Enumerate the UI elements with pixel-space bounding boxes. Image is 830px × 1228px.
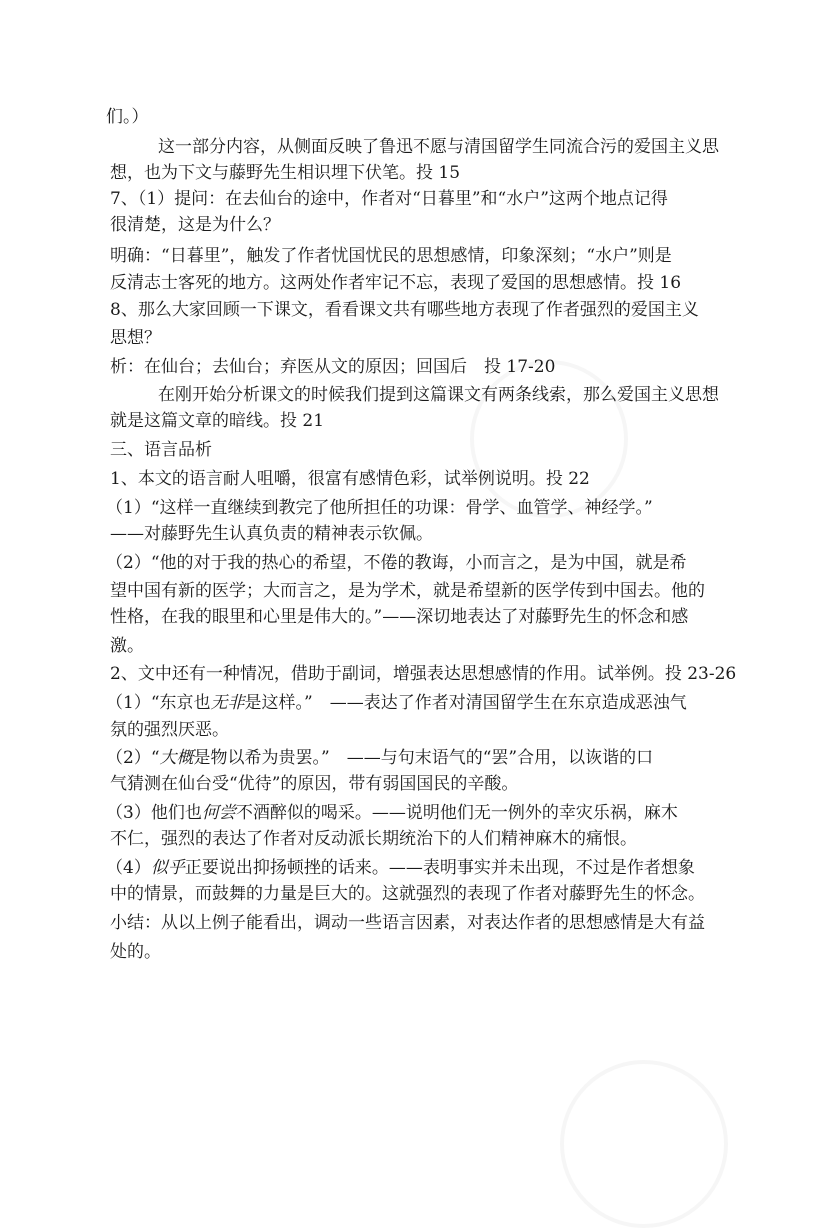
text-line: 2、文中还有一种情况，借助于副词，增强表达思想感情的作用。试举例。投 23-26 xyxy=(110,664,737,684)
text-line xyxy=(106,800,716,826)
text-line: 处的。 xyxy=(110,942,161,962)
text-line: 在刚开始分析课文的时候我们提到这篇课文有两条线索，那么爱国主义思想 xyxy=(158,385,719,405)
text-line xyxy=(106,690,716,716)
text-line: 望中国有新的医学；大而言之，是为学术，就是希望新的医学传到中国去。他的 xyxy=(110,581,705,601)
text-line xyxy=(106,855,716,881)
text-line: （2）“他的对于我的热心的希望，不倦的教诲，小而言之，是为中国，就是希 xyxy=(106,553,687,573)
text-line: 析：在仙台；去仙台；弃医从文的原因；回国后 投 17-20 xyxy=(110,357,556,377)
text-segment: 是物以希为贵罢。” ——与句末语气的“罢”合用，以诙谐的口 xyxy=(193,748,654,768)
text-line: 气猜测在仙台受“优待”的原因，带有弱国国民的辛酸。 xyxy=(110,774,519,794)
text-line: 激。 xyxy=(110,636,144,656)
text-line: 这一部分内容，从侧面反映了鲁迅不愿与清国留学生同流合污的爱国主义思 xyxy=(158,137,719,157)
text-segment: （1）“东京也 xyxy=(106,693,211,713)
text-line xyxy=(106,745,716,771)
emphasized-word: 何尝 xyxy=(201,803,236,823)
section-heading: 三、语言品析 xyxy=(110,440,212,460)
text-line: 8、那么大家回顾一下课文，看看课文共有哪些地方表现了作者强烈的爱国主义 xyxy=(110,300,699,320)
text-line: 1、本文的语言耐人咀嚼，很富有感情色彩，试举例说明。投 22 xyxy=(110,469,590,489)
text-line: 明确：“日暮里”，触发了作者忧国忧民的思想感情，印象深刻；“水户”则是 xyxy=(110,246,672,266)
text-segment: 不酒醉似的喝采。——说明他们无一例外的幸灾乐祸，麻木 xyxy=(235,803,678,823)
emphasized-word: 无非 xyxy=(210,693,245,713)
text-segment: （3）他们也 xyxy=(106,803,202,823)
text-line: （1）“这样一直继续到教完了他所担任的功课：骨学、血管学、神经学。” xyxy=(106,498,653,518)
text-line: 中的情景，而鼓舞的力量是巨大的。这就强烈的表现了作者对藤野先生的怀念。 xyxy=(110,884,705,904)
watermark-seal xyxy=(560,1060,728,1228)
text-segment: （4） xyxy=(106,858,151,878)
text-line: 不仁，强烈的表达了作者对反动派长期统治下的人们精神麻木的痛恨。 xyxy=(110,829,637,849)
text-line: 很清楚，这是为什么？ xyxy=(110,215,280,235)
text-line: 们。） xyxy=(106,107,149,127)
text-segment: （2）“ xyxy=(106,748,160,768)
text-line: 7、（1）提问：在去仙台的途中，作者对“日暮里”和“水户”这两个地点记得 xyxy=(110,189,668,209)
text-line: ——对藤野先生认真负责的精神表示钦佩。 xyxy=(110,524,433,544)
emphasized-word: 大概 xyxy=(159,748,194,768)
text-segment: 是这样。” ——表达了作者对清国留学生在东京造成恶浊气 xyxy=(244,693,687,713)
text-segment: 正要说出抑扬顿挫的话来。——表明事实并未出现，不过是作者想象 xyxy=(184,858,695,878)
text-line: 就是这篇文章的暗线。投 21 xyxy=(110,411,325,431)
text-line: 性格，在我的眼里和心里是伟大的。”——深切地表达了对藤野先生的怀念和感 xyxy=(110,607,689,627)
text-line: 思想？ xyxy=(110,328,161,348)
text-line: 氛的强烈厌恶。 xyxy=(110,720,229,740)
text-line: 想，也为下文与藤野先生相识埋下伏笔。投 15 xyxy=(110,163,461,183)
text-line: 小结：从以上例子能看出，调动一些语言因素，对表达作者的思想感情是大有益 xyxy=(110,913,705,933)
emphasized-word: 似乎 xyxy=(150,858,185,878)
text-line: 反清志士客死的地方。这两处作者牢记不忘，表现了爱国的思想感情。投 16 xyxy=(110,273,682,293)
